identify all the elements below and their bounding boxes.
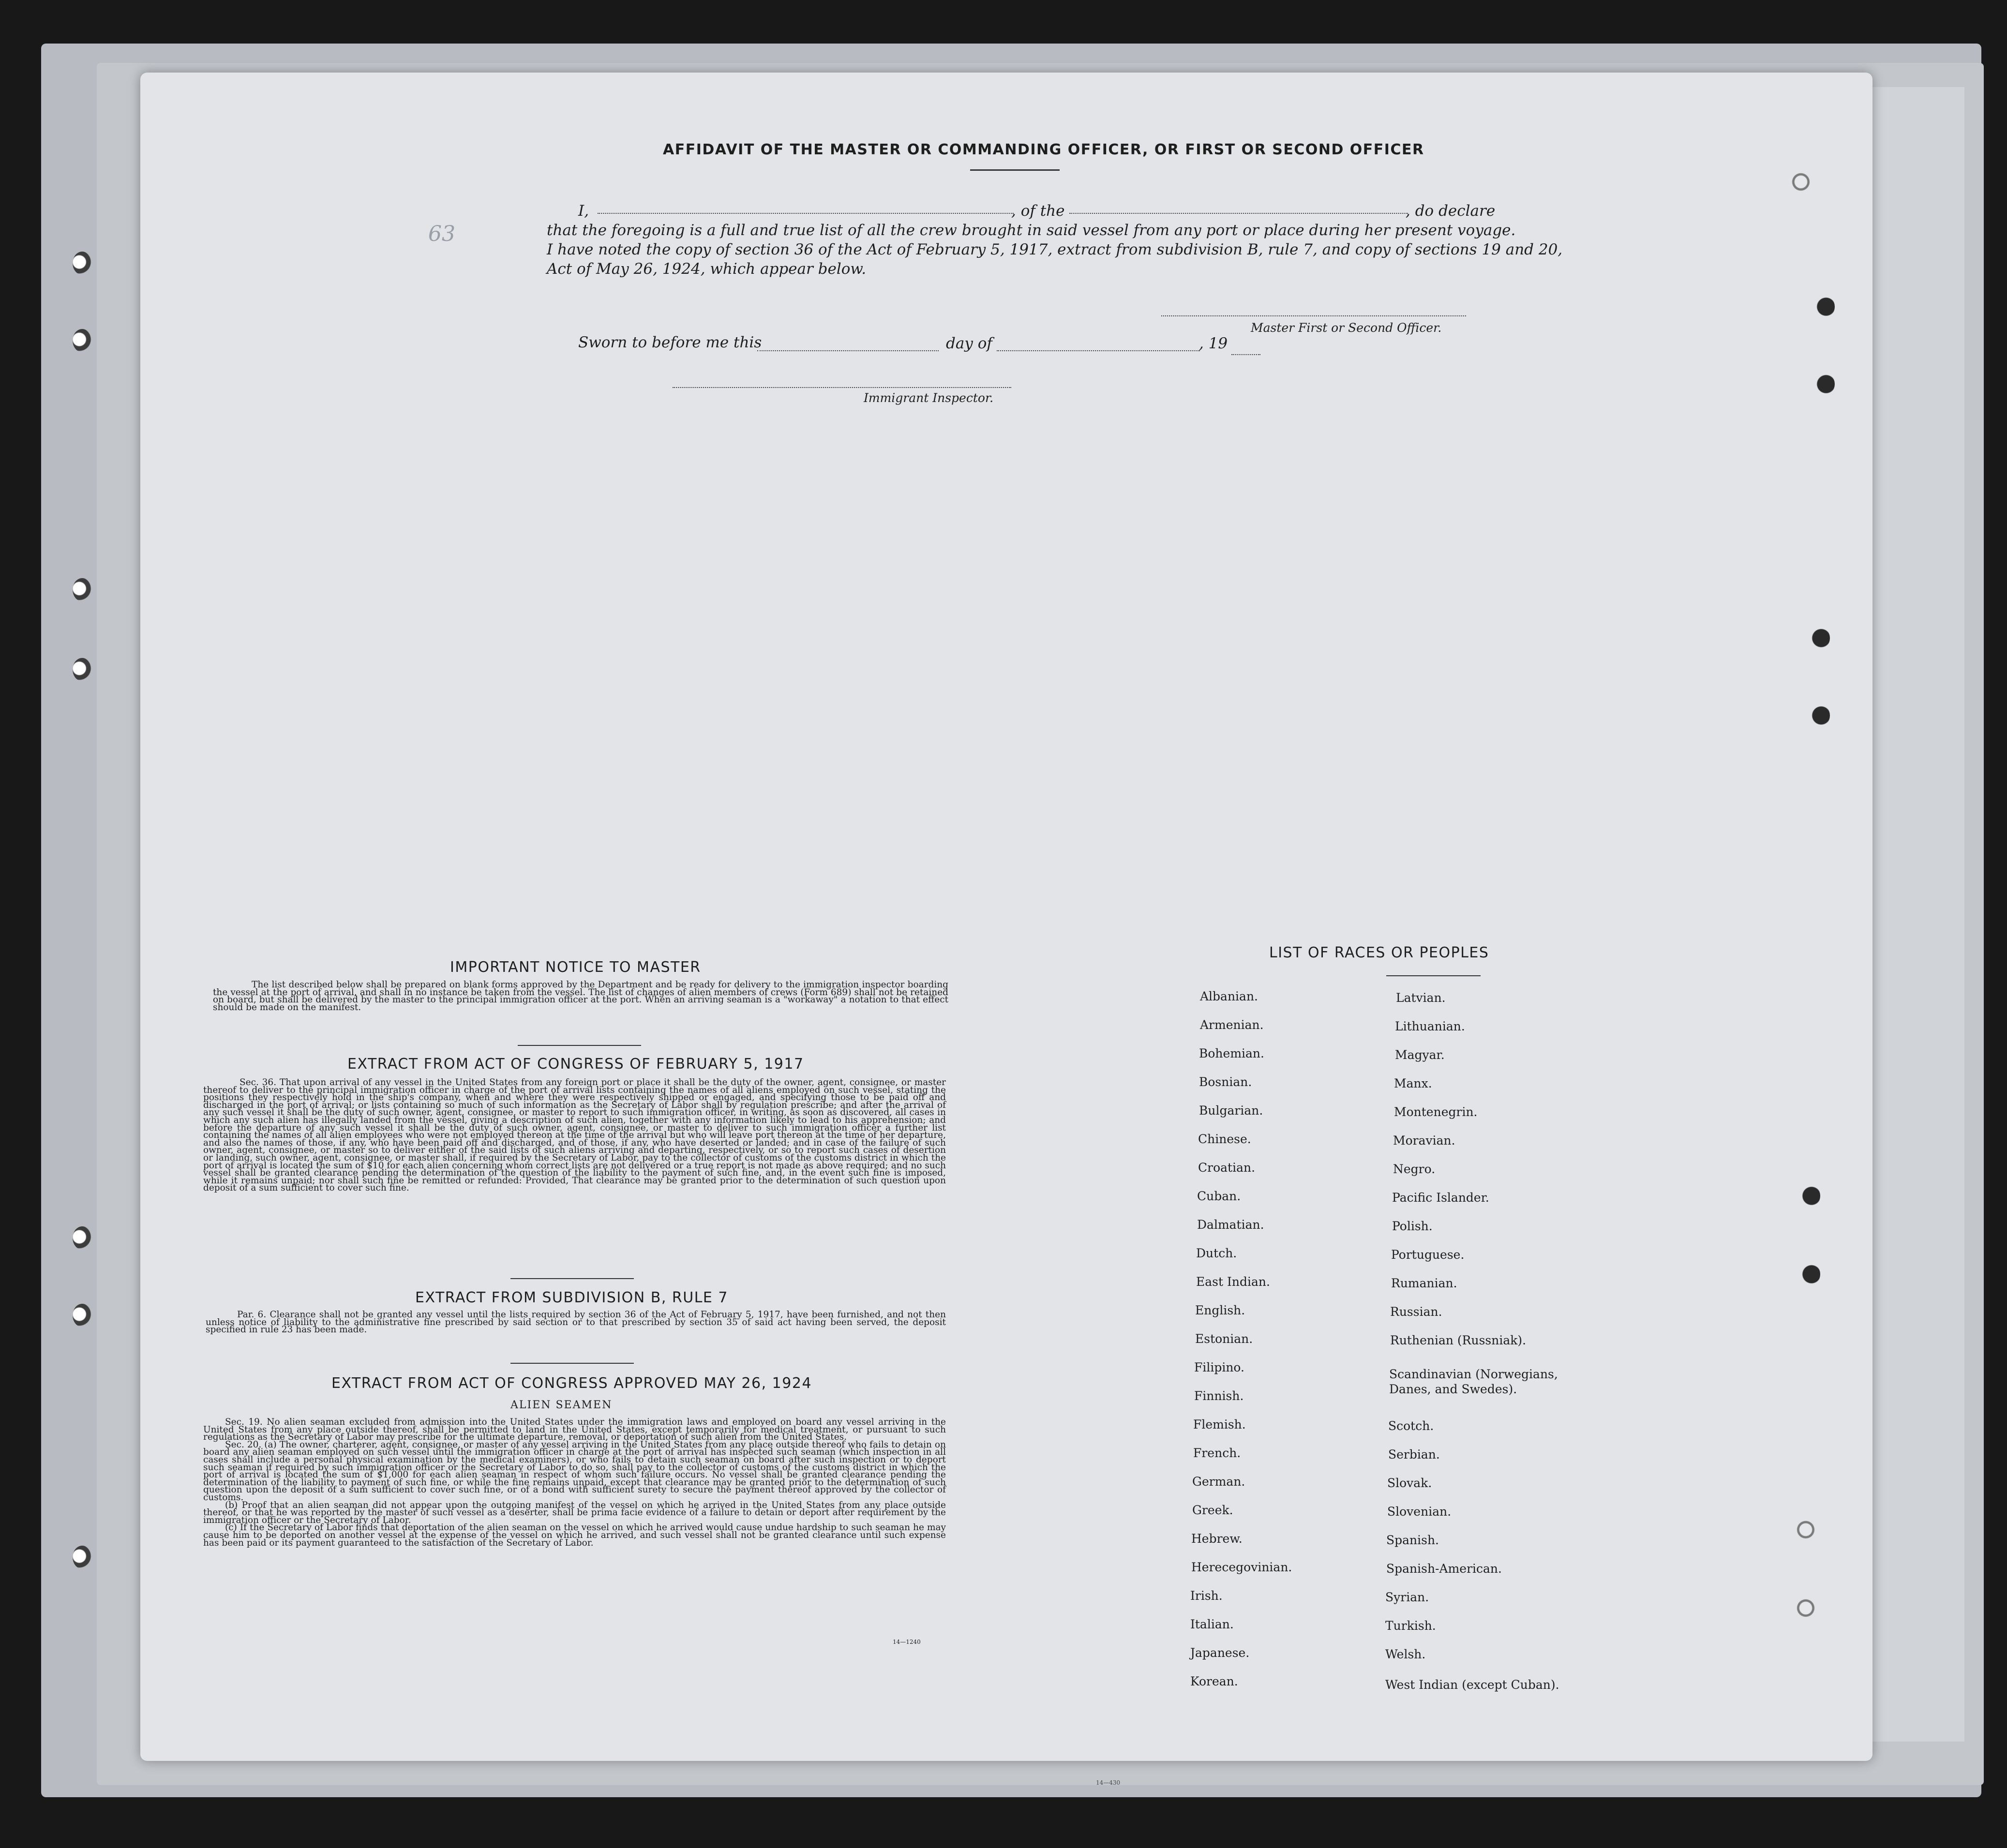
form-number: 14—1240: [893, 1639, 921, 1645]
vessel-blank-line: [1069, 213, 1408, 214]
race-item: Welsh.: [1385, 1647, 1426, 1661]
punch-hole: [73, 578, 92, 601]
race-item: Turkish.: [1385, 1619, 1436, 1633]
race-item: East Indian.: [1196, 1275, 1270, 1289]
day-of-label: day of: [946, 335, 992, 352]
extract-1917-title: EXTRACT FROM ACT OF CONGRESS OF FEBRUARY 5, 1917: [347, 1056, 804, 1073]
handwritten-number: 63: [428, 222, 455, 246]
sec20a-paragraph: Sec. 20. (a) The owner, charterer, agent, consignee, or master of any vessel arriving in the United States from any place outside thereof who fails to detain on board any alien seaman employed on such vessel until the immigration officer in charge at the port of arrival has inspected such seaman (which inspection in all cases shall include a personal physical examination by the medical examiners), or who fails to detain such seaman on board after such inspection or to deport such seaman if required by such immigration officer or the Secretary of Labor to do so, shall pay to the collector of customs of the customs district in which the port of arrival is located the sum of $1,000 for each alien seaman in respect of whom such failure occurs. No vessel shall be granted clearance pending the determination of the liability to payment of such fine, or while the fine remains unpaid, except that clearance may be granted prior to the determination of such question upon the deposit of a sum sufficient to cover such fine, or of a bond with sufficient surety to secure the payment thereof approved by the collector of customs.: [203, 1439, 946, 1503]
race-item: Armenian.: [1200, 1018, 1264, 1032]
race-item: English.: [1195, 1303, 1245, 1317]
punch-hole: [1811, 704, 1830, 727]
affidavit-line3: I have noted the copy of section 36 of the Act of February 5, 1917, extract from subdivision B, rule 7, and copy of sections 19 and 20,: [547, 241, 1563, 258]
punch-hole: [73, 329, 92, 352]
race-item: Ruthenian (Russniak).: [1390, 1333, 1527, 1347]
race-item: Italian.: [1190, 1617, 1234, 1631]
extract-1917-sec: Sec. 36.: [240, 1077, 277, 1088]
race-item: Japanese.: [1190, 1646, 1250, 1660]
name-blank-line: [598, 213, 1014, 214]
sec19-paragraph: Sec. 19. No alien seaman excluded from admission into the United States under the immigration laws and employed on board any vessel arriving in the United States from any place outside thereof, shall be permitted to land in the United States, except temporarily for medical treatment, or pursuant to such regulations as the Secretary of Labor may prescribe for the ultimate departure, removal, or deportation of such alien from the United States.: [203, 1417, 946, 1443]
race-item: Moravian.: [1393, 1133, 1455, 1148]
affidavit-i-label: I,: [578, 202, 589, 220]
punch-hole: [73, 658, 92, 681]
race-item: Lithuanian.: [1395, 1019, 1465, 1033]
race-item: Greek.: [1192, 1503, 1233, 1517]
races-title-underline: [1386, 975, 1481, 976]
punch-hole: [73, 1304, 92, 1327]
year-label: , 19: [1199, 335, 1228, 352]
affidavit-line4: Act of May 26, 1924, which appear below.: [547, 260, 867, 278]
inspector-signature-caption: Immigrant Inspector.: [864, 391, 994, 405]
punch-hole: [1796, 1596, 1815, 1620]
race-item: Pacific Islander.: [1392, 1191, 1489, 1205]
affidavit-line2: that the foregoing is a full and true list of all the crew brought in said vessel from any port or place during her present voyage.: [547, 222, 1516, 239]
section-divider: [518, 1045, 641, 1046]
race-item: Herecegovinian.: [1191, 1560, 1292, 1574]
race-item: Manx.: [1394, 1076, 1432, 1090]
punch-hole: [1796, 1518, 1815, 1541]
sworn-day-line: [757, 350, 939, 351]
race-item: Latvian.: [1396, 991, 1446, 1005]
affidavit-do-declare: , do declare: [1406, 202, 1496, 220]
punch-hole: [1815, 373, 1835, 396]
master-signature-caption: Master First or Second Officer.: [1251, 321, 1442, 335]
year-blank-line: [1231, 354, 1260, 355]
inspector-signature-line: [673, 387, 1011, 388]
race-item: Syrian.: [1385, 1590, 1429, 1604]
punch-hole: [1815, 295, 1835, 318]
notice-title: IMPORTANT NOTICE TO MASTER: [450, 959, 701, 976]
section-divider: [510, 1363, 634, 1364]
race-item: Scotch.: [1388, 1419, 1434, 1433]
affidavit-title: AFFIDAVIT OF THE MASTER OR COMMANDING OFFICER, OR FIRST OR SECOND OFFICER: [663, 141, 1424, 158]
race-item: Finnish.: [1194, 1389, 1244, 1403]
race-item: Filipino.: [1194, 1360, 1244, 1374]
race-item: Serbian.: [1388, 1447, 1440, 1461]
race-item: Dalmatian.: [1197, 1218, 1264, 1232]
race-item: French.: [1193, 1446, 1241, 1460]
sworn-label: Sworn to before me this: [578, 334, 762, 351]
race-item: Spanish-American.: [1386, 1562, 1502, 1576]
sec20b-paragraph: (b) Proof that an alien seaman did not appear upon the outgoing manifest of the vessel on which he arrived in the United States from any place outside thereof, or that he was reported by the master of such vessel as a deserter, shall be prima facie evidence of a failure to detain or deport after requirement by the immigration officer or the Secretary of Labor.: [203, 1500, 946, 1525]
title-underline: [970, 169, 1060, 171]
race-item: German.: [1192, 1475, 1245, 1489]
race-item: Magyar.: [1395, 1048, 1445, 1062]
punch-hole: [1801, 1263, 1820, 1286]
race-item: Slovenian.: [1387, 1505, 1452, 1519]
extract-rule7-text: Par. 6. Clearance shall not be granted any vessel until the lists required by section 36 of the Act of February 5, 1917, have been furnished, and not then unless notice of liability to the administrative fine prescribed by said section or to that prescribed by section 35 of said act having been served, the deposit specified in rule 23 has been made.: [206, 1310, 946, 1335]
extract-1924-title: EXTRACT FROM ACT OF CONGRESS APPROVED MAY 26, 1924: [331, 1375, 812, 1392]
race-item: Rumanian.: [1391, 1276, 1457, 1290]
race-item: Spanish.: [1386, 1533, 1439, 1547]
punch-hole: [1791, 170, 1811, 194]
affidavit-of-the: , of the: [1011, 202, 1065, 220]
extract-1924-text: [203, 1418, 946, 1547]
race-item: Chinese.: [1198, 1132, 1251, 1146]
race-item: Irish.: [1190, 1589, 1223, 1603]
punch-hole: [73, 1226, 92, 1250]
race-item: Flemish.: [1193, 1417, 1246, 1431]
race-item: Hebrew.: [1191, 1532, 1243, 1546]
extract-1917-body: That upon arrival of any vessel in the United States from any foreign port or place it shall be the duty of the owner, agent, consignee, or master thereof to deliver to the principal immigration officer in charge of the port of arrival lists containing the names of all aliens employed on such vessel, stating the positions they respectively hold in the ship's company, when and where they were respectively shipped or engaged, and specifying those to be paid off and discharged in the port of arrival; or lists containing so much of such information as the Secretary of Labor shall by regulation prescribe; and after the arrival of any such vessel it shall be the duty of such owner, agent, consignee, or master to report to such immigration officer, in writing, as soon as discovered, all cases in which any such alien has illegally landed from the vessel, giving a description of such alien, together with any information likely to lead to his apprehension; and before the departure of any such vessel it shall be the duty of such owner, agent, consignee, or master to deliver to such immigration officer a further list containing the names of all alien employees who were not employed thereon at the time of the arrival but who will leave port thereon at the time of her departure, and also the names of those, if any, who have been paid off and discharged, and of those, if any, who have deserted or landed; and in case of the failure of such owner, agent, consignee, or master so to deliver either of the said lists of such aliens arriving and departing, respectively, or so to report such cases of desertion or landing, such owner, agent, consignee, or master shall, if required by the Secretary of Labor, pay to the collector of customs of the customs district in which the port of arrival is located the sum of $10 for each alien concerning whom correct lists are not delivered or a true report is not made as above required; and no such vessel shall be granted clearance pending the determination of the question of the liability to the payment of such fine, and, in the event such fine is imposed, while it remains unpaid; nor shall such fine be remitted or refunded: Provided, That clearance may be granted prior to the determination of such question upon deposit of a sum sufficient to cover such fine.: [203, 1077, 946, 1193]
bottom-form-number: 14—430: [1096, 1779, 1121, 1786]
race-item: Albanian.: [1200, 989, 1258, 1003]
punch-hole: [1811, 626, 1830, 650]
race-item: Bosnian.: [1199, 1075, 1252, 1089]
race-item: Montenegrin.: [1394, 1105, 1478, 1119]
punch-hole: [73, 252, 92, 275]
race-item: Russian.: [1390, 1305, 1442, 1319]
race-item: Estonian.: [1195, 1332, 1253, 1346]
race-item: Slovak.: [1387, 1476, 1432, 1490]
notice-text: The list described below shall be prepared on blank forms approved by the Department and be ready for delivery to the immigration inspector boarding the vessel at the port of arrival, and shall in no instance be taken from the vessel. The list of changes of alien members of crews (Form 689) shall not be retained on board, but shall be delivered by the master to the principal immigration officer at the port. When an arriving seaman is a "workaway" a notation to that effect should be made on the manifest.: [213, 980, 948, 1013]
sec20c-paragraph: (c) If the Secretary of Labor finds that deportation of the alien seaman on the vessel on which he arrived would cause undue hardship to such seaman he may cause him to be deported on another vessel at the expense of the vessel on which he arrived, and such vessel shall not be granted clearance until such expense has been paid or its payment guaranteed to the satisfaction of the Secretary of Labor.: [203, 1522, 946, 1548]
race-item: Negro.: [1393, 1162, 1436, 1176]
race-item: Scandinavian (Norwegians, Danes, and Swedes).: [1389, 1367, 1558, 1396]
extract-rule7-title: EXTRACT FROM SUBDIVISION B, RULE 7: [415, 1289, 729, 1306]
race-item: West Indian (except Cuban).: [1385, 1678, 1559, 1692]
races-title: LIST OF RACES OR PEOPLES: [1269, 944, 1489, 961]
extract-1924-subtitle: ALIEN SEAMEN: [510, 1399, 613, 1411]
section-divider: [510, 1278, 634, 1279]
race-item: Portuguese.: [1391, 1248, 1465, 1262]
master-signature-line: [1161, 315, 1466, 316]
race-item: Croatian.: [1198, 1161, 1256, 1175]
race-item: Bulgarian.: [1199, 1103, 1263, 1118]
race-item: Bohemian.: [1199, 1046, 1264, 1060]
sworn-month-line: [997, 350, 1200, 351]
punch-hole: [1801, 1184, 1820, 1207]
extract-1917-text: [203, 1079, 946, 1192]
race-item: Cuban.: [1197, 1189, 1241, 1203]
punch-hole: [73, 1546, 92, 1569]
race-item: Polish.: [1392, 1219, 1433, 1233]
race-item: Dutch.: [1196, 1246, 1237, 1260]
race-item: Korean.: [1190, 1674, 1238, 1688]
